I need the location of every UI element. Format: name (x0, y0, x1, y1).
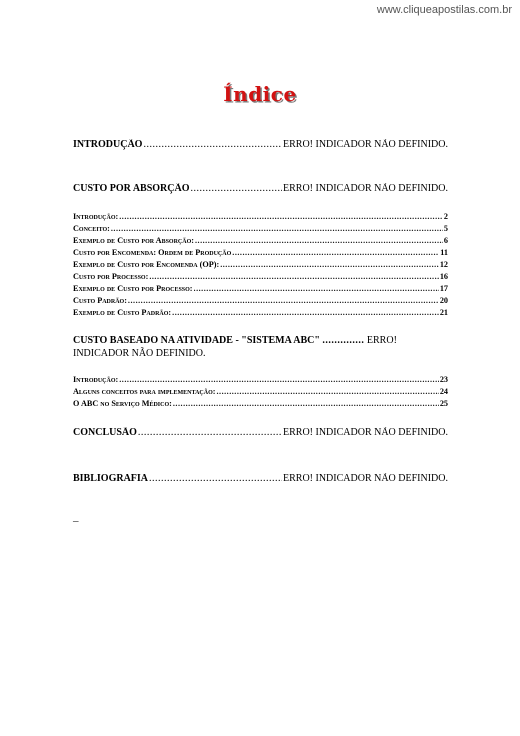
toc-entry-label: INTRODUÇÃO (73, 139, 143, 150)
toc-entry-custo-absorcao[interactable] (73, 183, 448, 194)
toc-entry-label: Custo por Encomenda: Ordem de Produção (73, 248, 232, 257)
toc-entry-introducao[interactable] (73, 139, 448, 150)
page-title: Índice (223, 82, 297, 106)
toc-subentry[interactable] (73, 224, 448, 233)
toc-leader-dots (172, 308, 439, 317)
toc-entry-page: 17 (439, 284, 448, 293)
toc-subentry[interactable] (73, 308, 448, 317)
toc-entry-page: 16 (439, 272, 448, 281)
toc-entry-label: Alguns conceitos para implementação: (73, 387, 216, 396)
toc-subentry[interactable] (73, 387, 448, 396)
toc-entry-label: Custo Padrão: (73, 296, 127, 305)
toc-subentry[interactable] (73, 296, 448, 305)
toc-leader-dots (143, 139, 282, 150)
toc-entry-custo-abc[interactable] (73, 334, 448, 360)
toc-entry-page: ERRO! INDICADOR NÃO DEFINIDO. (283, 183, 448, 194)
toc-entry-page: 11 (440, 248, 448, 257)
toc-leader-dots (191, 183, 282, 194)
toc-leader-dots (216, 387, 438, 396)
toc-leader-dots (138, 427, 282, 438)
toc-subentry[interactable] (73, 248, 448, 257)
toc-entry-page: ERRO! INDICADOR NÃO DEFINIDO. (283, 473, 448, 484)
toc-subentry[interactable] (73, 272, 448, 281)
toc-leader-dots (119, 212, 443, 221)
toc-entry-page: 5 (443, 224, 448, 233)
toc-leader-dots (220, 260, 439, 269)
toc-entry-label: Exemplo de Custo por Absorção: (73, 236, 194, 245)
toc-entry-label: O ABC no Serviço Médico: (73, 399, 172, 408)
toc-entry-page: ERRO! INDICADOR NÃO DEFINIDO. (283, 139, 448, 150)
toc-leader-dots (128, 296, 439, 305)
toc-entry-label: BIBLIOGRAFIA (73, 473, 149, 484)
toc-entry-bibliografia[interactable] (73, 473, 448, 484)
watermark-url: www.cliqueapostilas.com.br (376, 4, 512, 16)
toc-leader-dots (173, 399, 439, 408)
toc-subentry[interactable] (73, 212, 448, 221)
toc-leader-dots (195, 236, 443, 245)
toc-leader-dots (232, 248, 439, 257)
toc-entry-page: 20 (439, 296, 448, 305)
toc-entry-page: 2 (443, 212, 448, 221)
toc-entry-label: Exemplo de Custo Padrão: (73, 308, 172, 317)
toc-entry-label: Custo por Processo: (73, 272, 149, 281)
toc-subentry[interactable] (73, 375, 448, 384)
toc-subentry[interactable] (73, 260, 448, 269)
toc-entry-page: 6 (443, 236, 448, 245)
toc-entry-label: Introdução: (73, 375, 119, 384)
toc-entry-page: 24 (439, 387, 448, 396)
toc-entry-page: 25 (439, 399, 448, 408)
toc-entry-page: ERRO! INDICADOR NÃO DEFINIDO. (283, 427, 448, 438)
toc-entry-page: 12 (439, 260, 448, 269)
toc-leader-dots (194, 284, 439, 293)
toc-leader-dots (111, 224, 443, 233)
toc-leader-dots: .............. (322, 335, 365, 346)
toc-entry-label: CUSTO POR ABSORÇÃO (73, 183, 190, 194)
toc-leader-dots (119, 375, 439, 384)
toc-entry-conclusao[interactable] (73, 427, 448, 438)
toc-entry-label: Exemplo de Custo por Processo: (73, 284, 193, 293)
toc-entry-page: ERRO! INDICADOR NÃO DEFINIDO. (73, 335, 397, 359)
toc-subentry[interactable] (73, 399, 448, 408)
footer-mark: – (73, 515, 79, 527)
toc-subentry[interactable] (73, 236, 448, 245)
toc-leader-dots (149, 473, 282, 484)
toc-entry-label: Exemplo de Custo por Encomenda (OP): (73, 260, 220, 269)
toc-entry-page: 21 (439, 308, 448, 317)
toc-leader-dots (149, 272, 439, 281)
toc-entry-label: CUSTO BASEADO NA ATIVIDADE - "SISTEMA ABC" (73, 335, 320, 346)
toc-entry-label: Conceito: (73, 224, 110, 233)
toc-entry-page: 23 (439, 375, 448, 384)
toc-entry-label: CONCLUSÃO (73, 427, 137, 438)
toc-entry-label: Introdução: (73, 212, 119, 221)
toc-subentry[interactable] (73, 284, 448, 293)
